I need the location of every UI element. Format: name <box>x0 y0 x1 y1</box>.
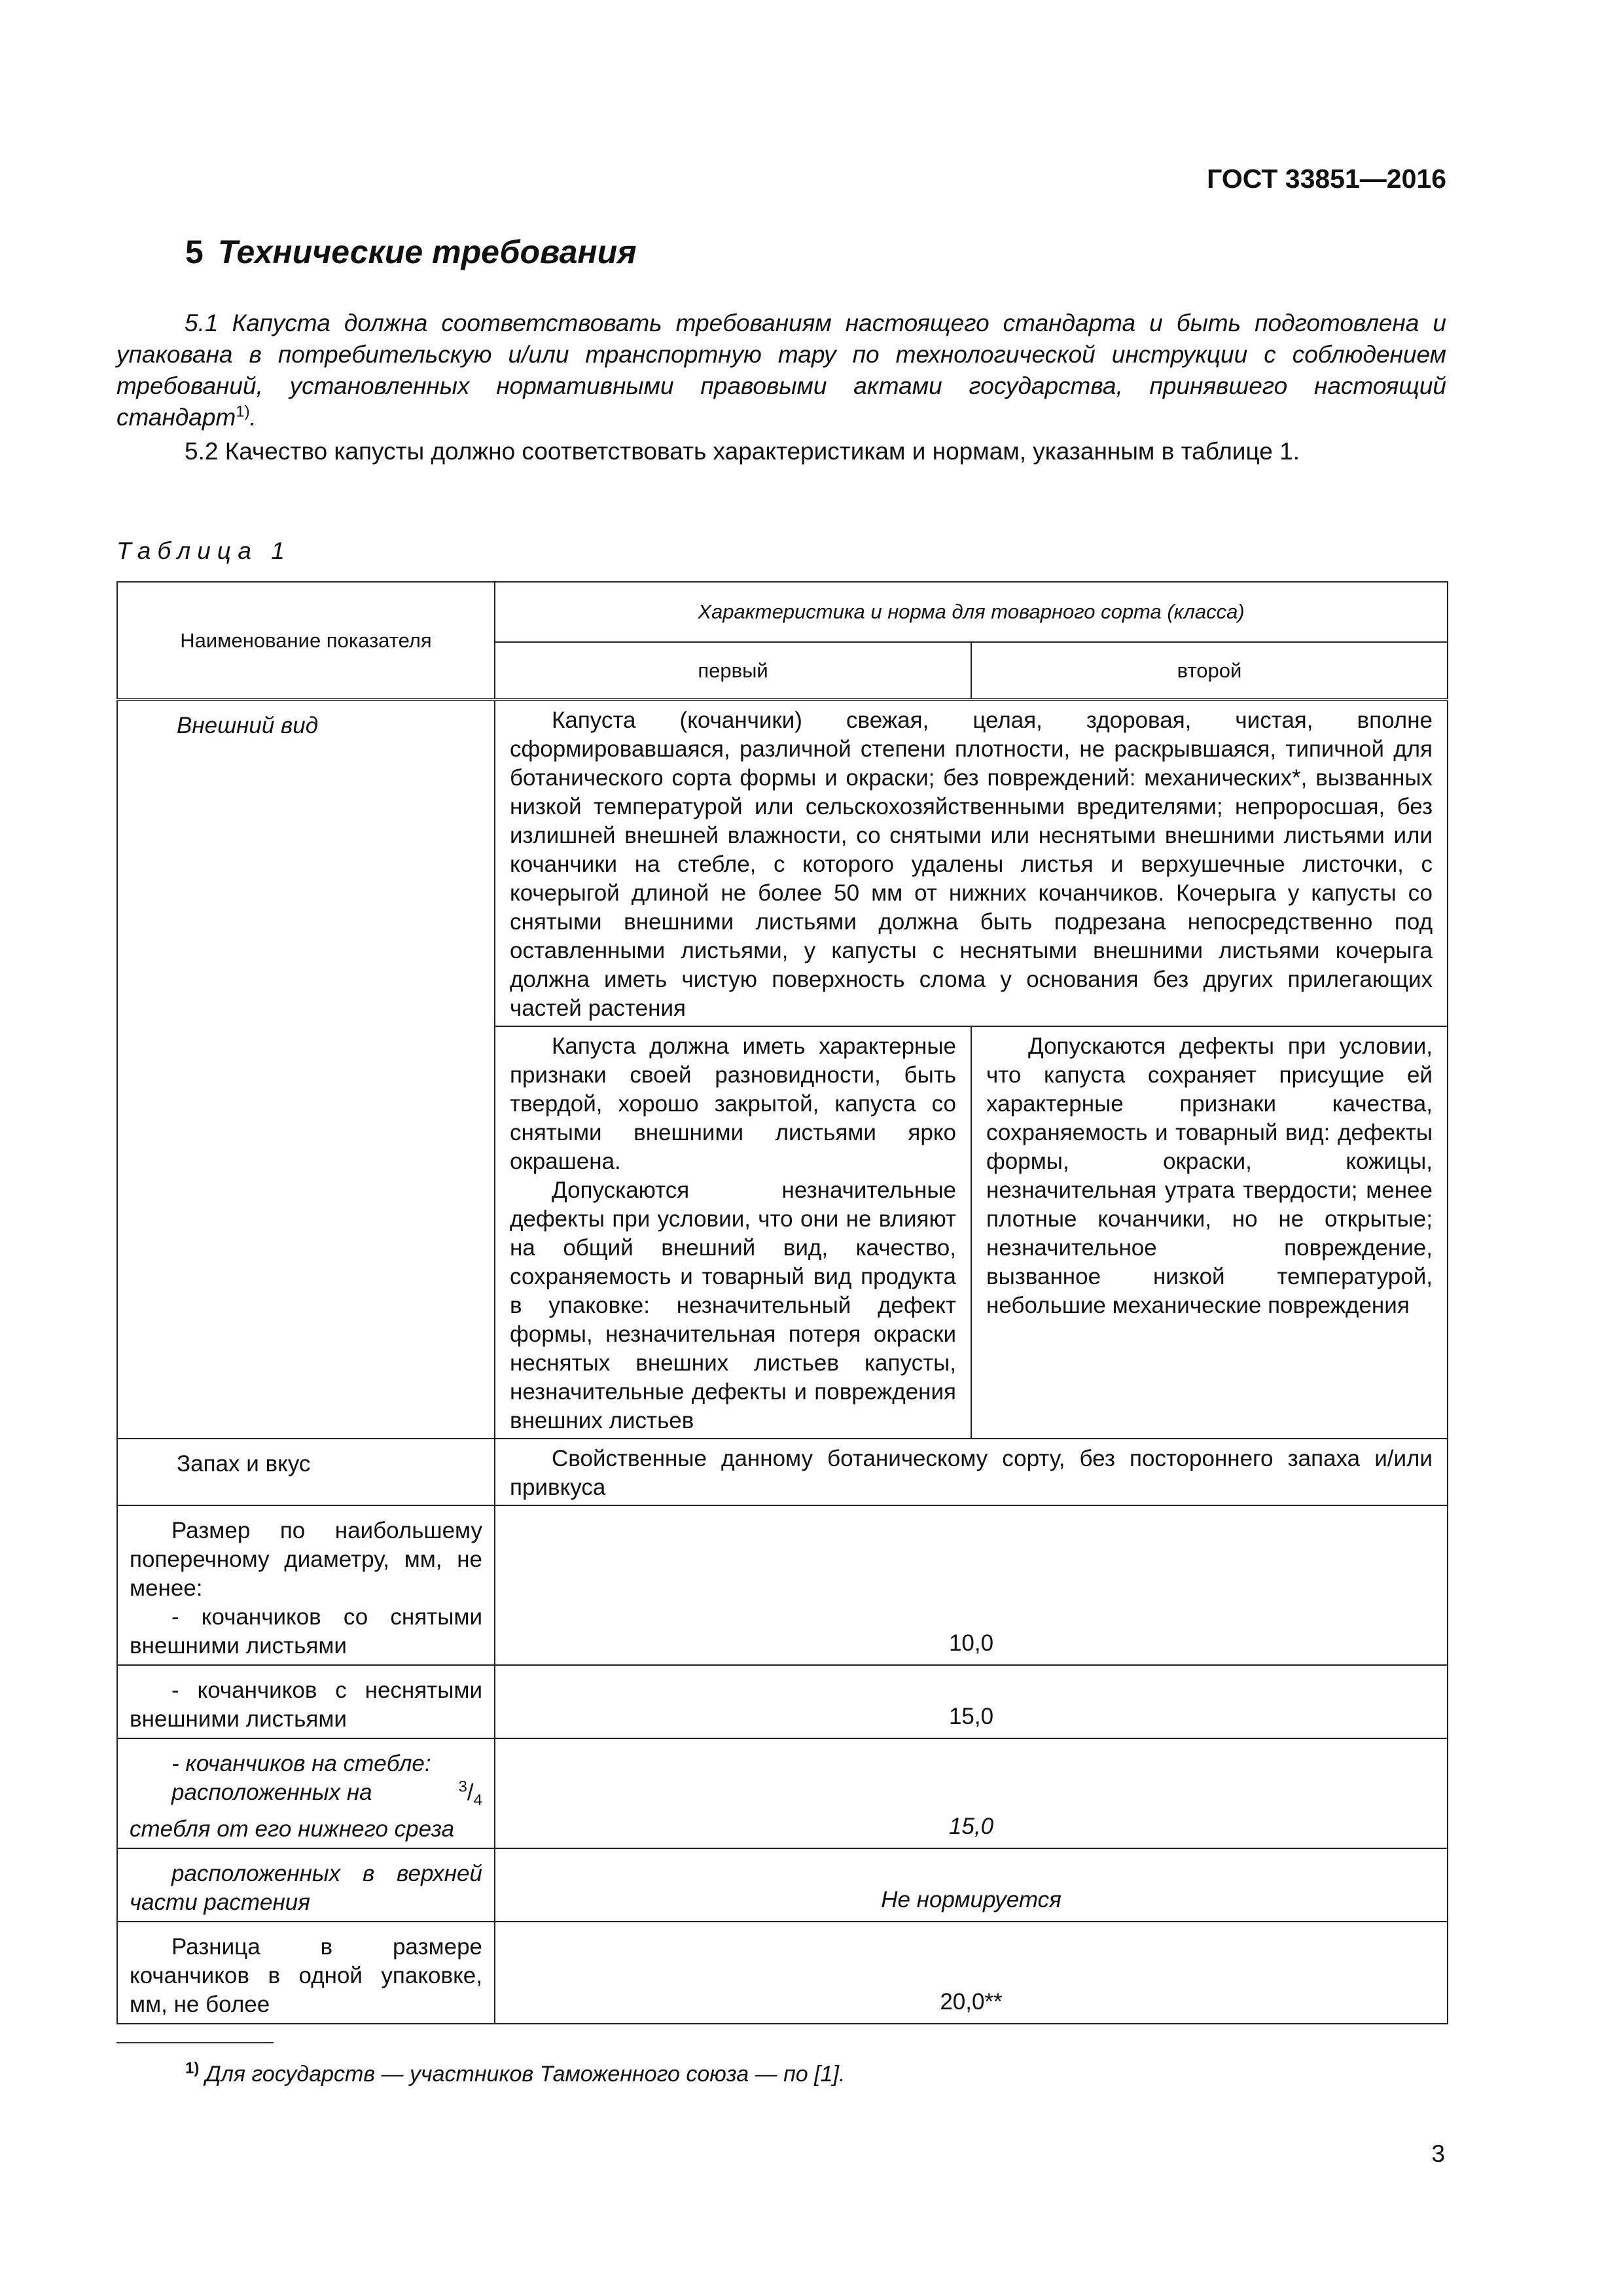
row-appearance-first <box>495 1026 971 1439</box>
paragraph-5-2-text: 5.2 Качество капусты должно соответствовать характеристикам и нормам, указанным в таблице 1. <box>185 438 1300 465</box>
row-size-sub3-label-c: стебля от его нижнего среза <box>130 1816 455 1842</box>
paragraph-5-2 <box>116 436 1446 467</box>
section-title-text: Технические требования <box>217 234 637 270</box>
row-size-sub2-label: - кочанчиков с неснятыми внешними листьями <box>117 1665 495 1738</box>
header-first-grade: первый <box>495 642 971 700</box>
header-indicator: Наименование показателя <box>117 582 495 700</box>
fraction: $^3/_4$ <box>458 1778 482 1809</box>
row-size-sub2-value: 15,0 <box>495 1665 1448 1738</box>
row-smell-value: Свойственные данному ботаническому сорту, без постороннего запаха и/или привкуса <box>495 1439 1448 1505</box>
row-size-label <box>117 1505 495 1665</box>
page-number: 3 <box>1431 2140 1445 2167</box>
row-appearance-second: Допускаются дефекты при условии, что капуста сохраняет присущие ей характерные признаки качества, сохраняемость и товарный вид: дефекты формы, окраски, кожицы, незначительная утрата твердости; менее плотные кочанчики, но не открытые; незначительное повреждение, вызванное низкой температурой, небольшие механические повреждения <box>971 1026 1448 1439</box>
row-size-sub3-label-b: расположенных на <box>171 1780 372 1805</box>
row-appearance-first-p1: Капуста должна иметь характерные признаки своей разновидности, быть твердой, хорошо закрытой, капуста со снятыми внешними листьями ярко окрашена. <box>510 1033 956 1174</box>
row-size-sub4-value: Не нормируется <box>495 1848 1448 1922</box>
row-size-sub3-label-b-line <box>130 1778 482 1815</box>
section-title <box>185 233 637 271</box>
row-diff-value: 20,0** <box>495 1922 1448 2024</box>
section-number: 5 <box>185 234 204 270</box>
row-size-sub3-label-a: - кочанчиков на стебле: <box>171 1751 431 1776</box>
row-appearance-first-p2: Допускаются незначительные дефекты при условии, что они не влияют на общий внешний вид, качество, сохраняемость и товарный вид продукта в упаковке: незначительный дефект формы, незначительная потеря окраски неснятых внешних листьев капусты, незначительные дефекты и повреждения внешних листьев <box>510 1177 956 1433</box>
paragraph-5-1: 5.1 Капуста должна соответствовать требованиям настоящего стандарта и быть подготовлена и упакована в потребительскую и/или транспортную тару по технологической инструкции с соблюдением требований, установленных нормативными правовыми актами государства, принявшего настоящий стандарт$^{1)}$. <box>116 310 1446 431</box>
row-appearance-label: Внешний вид <box>117 700 495 1439</box>
row-size-sub3-value: 15,0 <box>495 1738 1448 1848</box>
standard-number: ГОСТ 33851—2016 <box>1207 164 1446 194</box>
table-caption: Таблица 1 <box>116 537 291 564</box>
row-size-sub1-label: - кочанчиков со снятыми внешними листьями <box>130 1604 482 1659</box>
row-size-sub4-label: расположенных в верхней части растения <box>117 1848 495 1922</box>
footnote-ref: 1) <box>236 403 250 421</box>
row-smell-label: Запах и вкус <box>117 1439 495 1505</box>
row-appearance-common: Капуста (кочанчики) свежая, целая, здоровая, чистая, вполне сформировавшаяся, различной степени плотности, не раскрывшаяся, типичной для ботанического сорта формы и окраски; без повреждений: механических*, вызванных низкой температурой или сельскохозяйственными вредителями; непроросшая, без излишней внешней влажности, со снятыми или неснятыми внешними листьями или кочанчики на стебле, с которого удалены листья и верхушечные листочки, с кочерыгой длиной не более 50 мм от нижних кочанчиков. Кочерыга у капусты со снятыми внешними листьями должна быть подрезана непосредственно под оставленными листьями, у капусты с неснятыми внешними листьями кочерыга должна иметь чистую поверхность слома у основания без других прилегающих частей растения <box>495 700 1448 1026</box>
row-size-sub3-label <box>117 1738 495 1848</box>
footnote-mark: 1) <box>185 2059 200 2077</box>
row-size-sub1-value: 10,0 <box>495 1505 1448 1665</box>
footnote <box>185 2059 846 2087</box>
row-diff-label: Разница в размере кочанчиков в одной упаковке, мм, не более <box>117 1922 495 2024</box>
row-size-label-main: Размер по наибольшему поперечному диаметру, мм, не менее: <box>130 1518 482 1601</box>
header-group: Характеристика и норма для товарного сорта (класса) <box>495 582 1448 642</box>
header-second-grade: второй <box>971 642 1448 700</box>
paragraph-5-1-text: 5.1 Капуста должна соответствовать требованиям настоящего стандарта и быть подготовлена и упакована в потребительскую и/или транспортную тару по технологической инструкции с соблюдением требований, установленных нормативными правовыми актами государства, принявшего настоящий стандарт <box>116 310 1446 431</box>
table-1 <box>116 581 1448 2024</box>
footnote-divider <box>116 2042 274 2043</box>
footnote-text: Для государств — участников Таможенного союза — по [1]. <box>205 2062 846 2087</box>
